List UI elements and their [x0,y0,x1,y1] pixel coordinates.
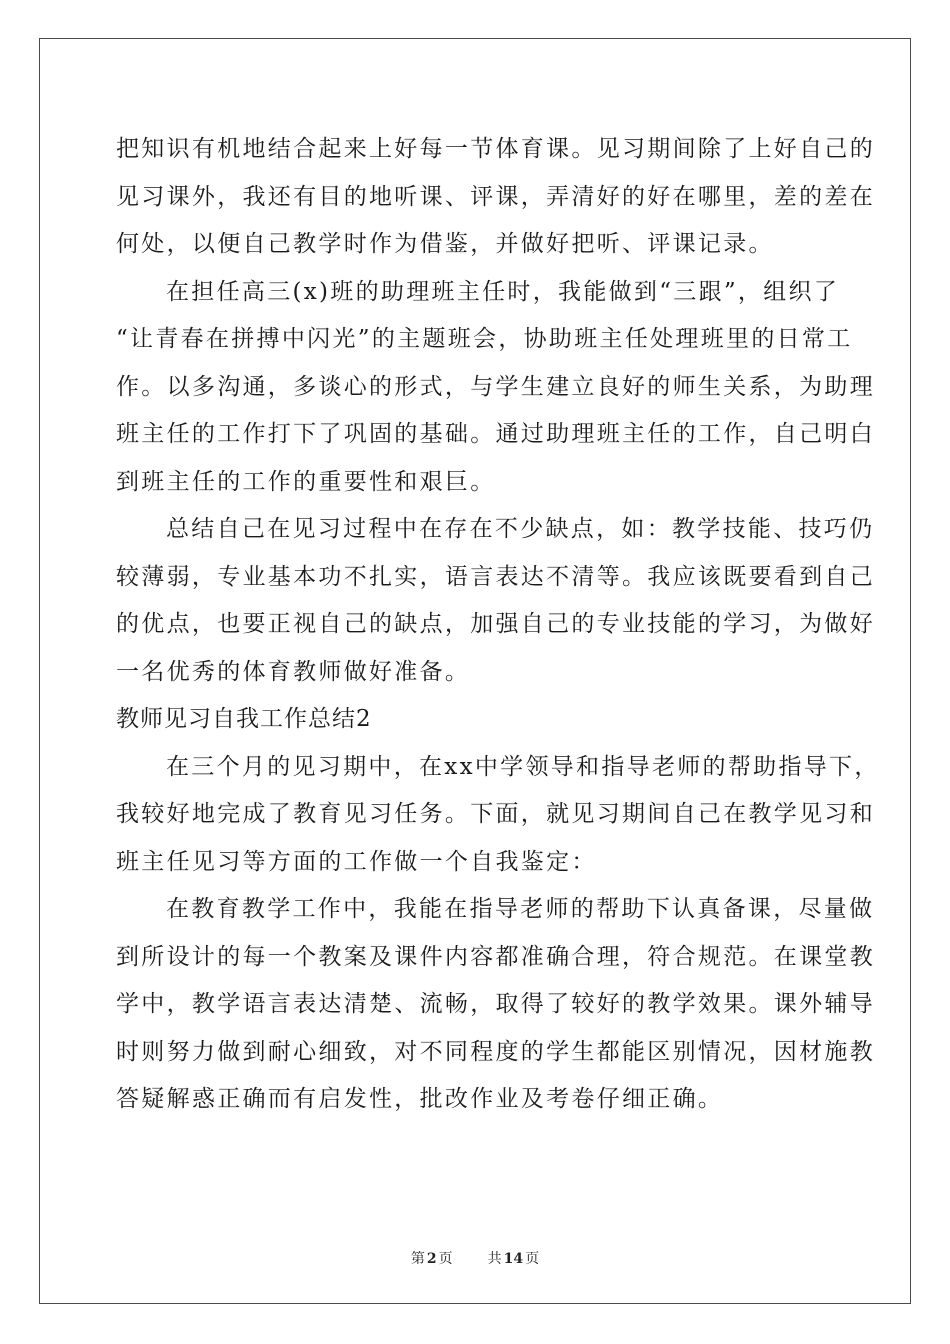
text-line: 到所设计的每一个教案及课件内容都准确合理，符合规范。在课堂教 [116,943,875,970]
text-line: “让青春在拼搏中闪光”的主题班会，协助班主任处理班里的日常工 [116,326,853,352]
document-body [116,126,880,1124]
paragraph-start: 总结自己在见习过程中在存在不少缺点，如：教学技能、技巧仍 [166,516,875,542]
text-line: 作。以多沟通，多谈心的形式，与学生建立良好的师生关系，为助理 [116,373,875,400]
text-line: 的优点，也要正视自己的缺点，加强自己的专业技能的学习，为做好 [116,611,875,637]
text-line: 我较好地完成了教育见习任务。下面，就见习期间自己在教学见习和 [116,801,875,827]
text-line: 答疑解惑正确而有启发性，批改作业及考卷仔细正确。 [116,1086,724,1112]
text-line: 时则努力做到耐心细致，对不同程度的学生都能区别情况，因材施教 [116,1038,875,1065]
paragraph-start: 在担任高三(x)班的助理班主任时，我能做到“三跟”，组织了 [166,278,840,305]
paragraph-start: 在教育教学工作中，我能在指导老师的帮助下认真备课，尽量做 [166,896,875,922]
total-suffix: 页 [525,1251,540,1267]
total-pages: 14 [503,1251,524,1267]
page-footer [0,1248,950,1268]
text-line: 何处，以便自己教学时作为借鉴，并做好把听、评课记录。 [116,231,774,257]
page-number: 2 [426,1251,437,1267]
text-line: 较薄弱，专业基本功不扎实，语言表达不清等。我应该既要看到自己 [116,563,875,590]
page-suffix: 页 [438,1251,453,1267]
text-line: 班主任的工作打下了巩固的基础。通过助理班主任的工作，自己明白 [116,421,875,447]
page-prefix: 第 [410,1251,425,1267]
text-line: 班主任见习等方面的工作做一个自我鉴定： [116,848,597,875]
section-heading: 教师见习自我工作总结2 [116,706,372,732]
text-line: 把知识有机地结合起来上好每一节体育课。见习期间除了上好自己的 [116,136,875,162]
text-line: 见习课外，我还有目的地听课、评课，弄清好的好在哪里，差的差在 [116,183,875,210]
paragraph-start: 在三个月的见习期中，在xx中学领导和指导老师的帮助指导下， [166,753,880,780]
text-line: 到班主任的工作的重要性和艰巨。 [116,468,496,495]
text-line: 学中，教学语言表达清楚、流畅，取得了较好的教学效果。课外辅导 [116,991,875,1017]
text-line: 一名优秀的体育教师做好准备。 [116,658,471,685]
total-prefix: 共 [487,1251,502,1267]
